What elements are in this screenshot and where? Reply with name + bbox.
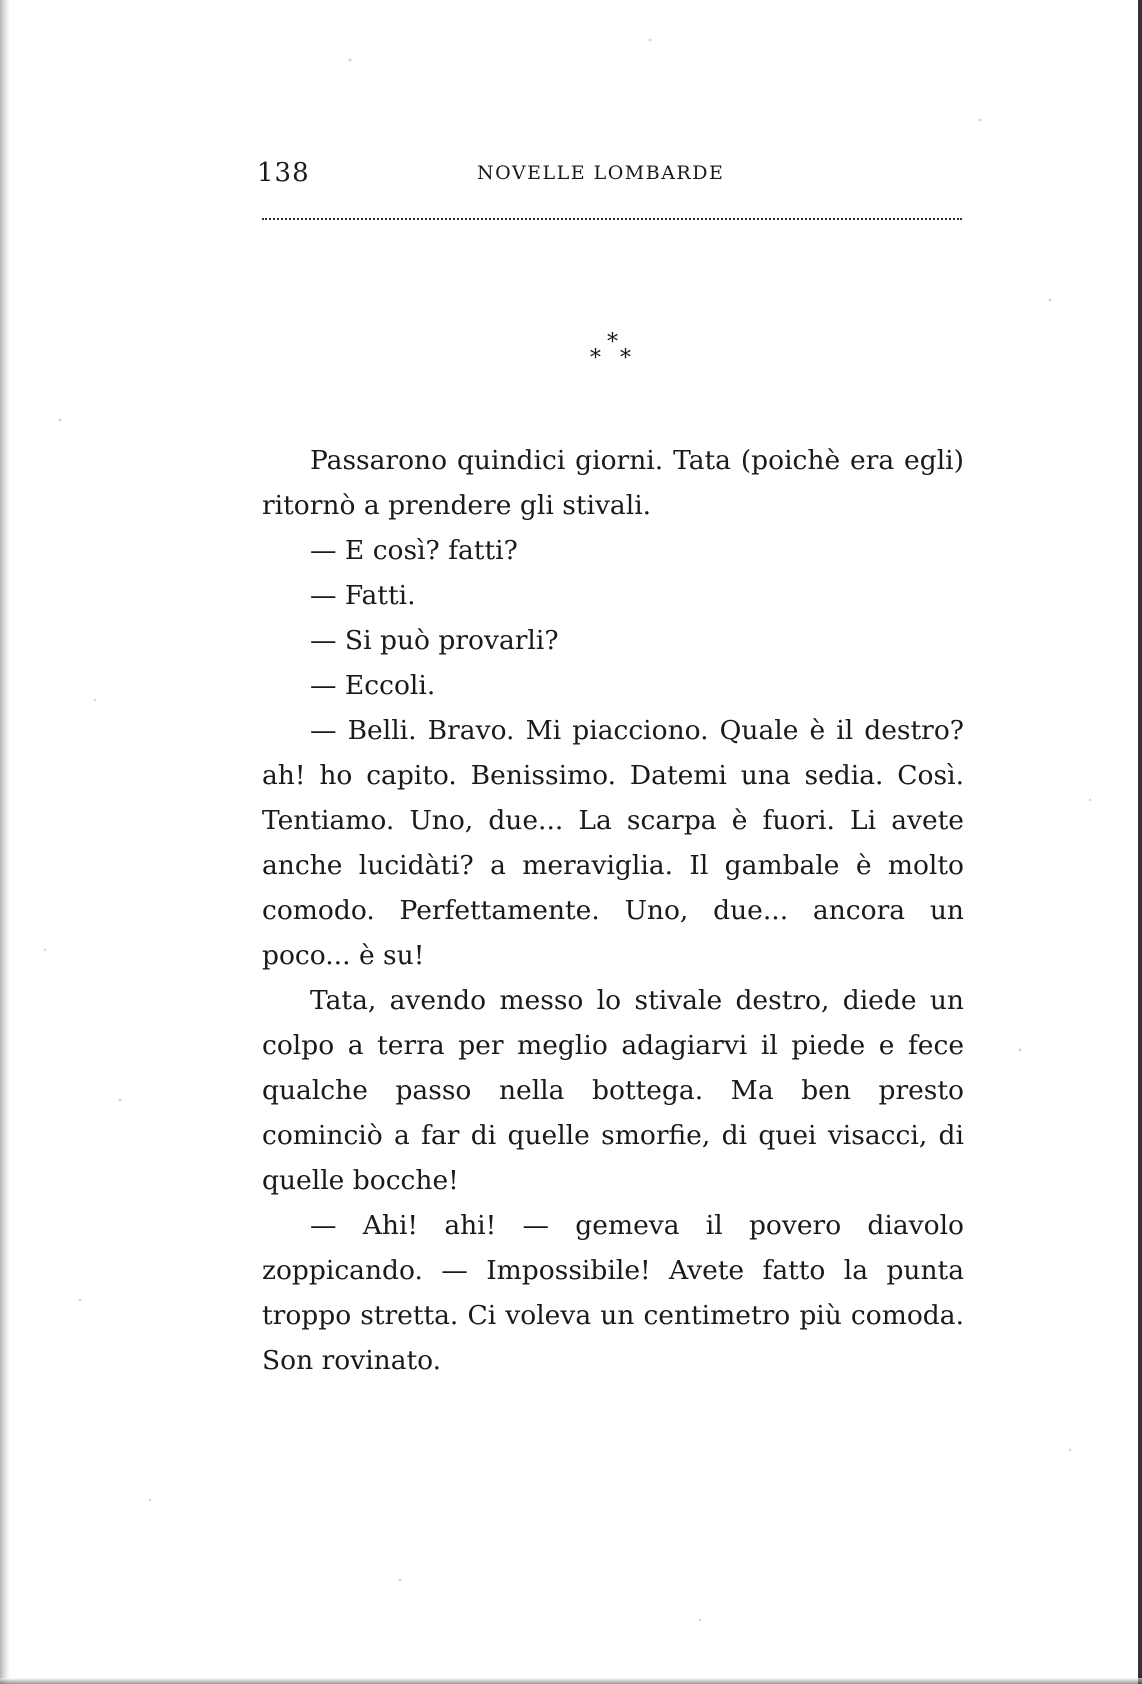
body-text bbox=[262, 438, 964, 1383]
asterism-section-break bbox=[590, 332, 650, 382]
asterism-star-right: * bbox=[620, 346, 631, 371]
asterism-star-top: * bbox=[607, 330, 618, 355]
paragraph: — E così? fatti? bbox=[310, 535, 518, 566]
asterism-star-left: * bbox=[590, 346, 601, 371]
running-head bbox=[257, 158, 957, 194]
paragraph: — Belli. Bravo. Mi piacciono. Quale è il destro? ah! ho capito. Benissimo. Datemi una sedia. Così. Tentiamo. Uno, due... La scarpa è fuori. Li avete anche lucidàti? a meraviglia. Il gambale è molto comodo. Perfettamente. Uno, due... ancora un poco... è su! bbox=[262, 715, 964, 971]
page-left-edge-shadow bbox=[0, 0, 10, 1684]
page-number: 138 bbox=[257, 158, 310, 188]
header-dotted-rule bbox=[262, 218, 962, 220]
page-right-edge bbox=[1138, 0, 1142, 1684]
paragraph: Tata, avendo messo lo stivale destro, diede un colpo a terra per meglio adagiarvi il piede e fece qualche passo nella bottega. Ma ben presto cominciò a far di quelle smorfie, di quei visacci, di quelle bocche! bbox=[262, 985, 964, 1196]
paragraph: — Fatti. bbox=[310, 580, 416, 611]
page-bottom-edge-shadow bbox=[0, 1678, 1142, 1684]
paragraph: Passarono quindici giorni. Tata (poichè era egli) ritornò a prendere gli stivali. bbox=[262, 445, 964, 521]
paragraph: — Si può provarli? bbox=[310, 625, 559, 656]
paragraph: — Ahi! ahi! — gemeva il povero diavolo zoppicando. — Impossibile! Avete fatto la punta troppo stretta. Ci voleva un centimetro più comoda. Son rovinato. bbox=[262, 1210, 964, 1376]
running-title: NOVELLE LOMBARDE bbox=[477, 162, 725, 184]
paragraph: — Eccoli. bbox=[310, 670, 436, 701]
